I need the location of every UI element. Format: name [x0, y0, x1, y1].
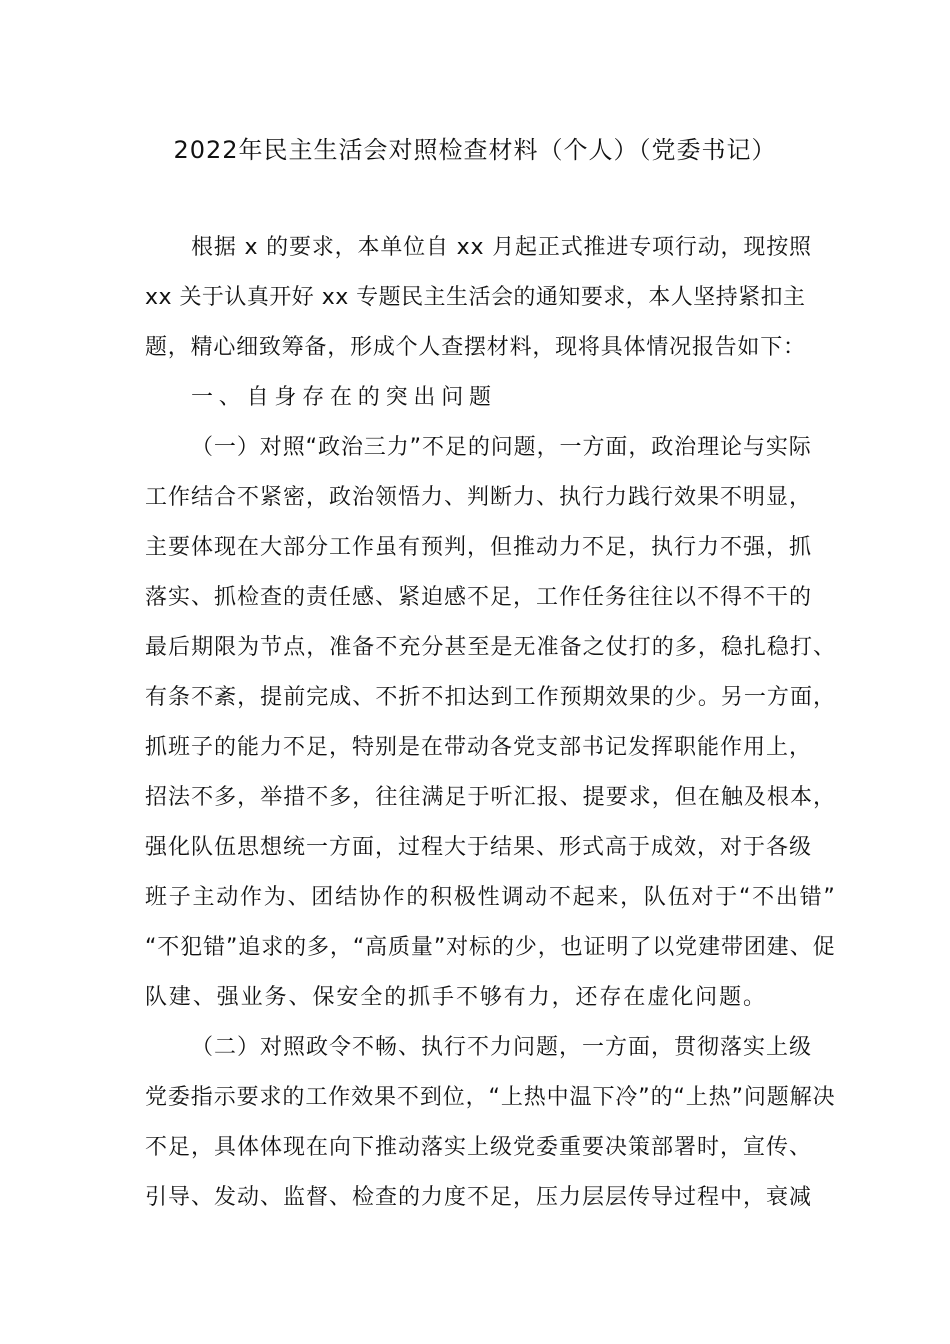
text-line: 引导、发动、监督、检查的力度不足，压力层层传导过程中，衰减	[145, 1185, 813, 1210]
text-line: 队建、强业务、保安全的抓手不够有力，还存在虚化问题。	[145, 985, 767, 1010]
text-line: 强化队伍思想统一方面，过程大于结果、形式高于成效，对于各级	[145, 835, 813, 860]
subsection-paragraph-start: （二）对照政令不畅、执行不力问题，一方面，贯彻落实上级	[191, 1035, 813, 1060]
text-line: 招法不多，举措不多，往往满足于听汇报、提要求，但在触及根本，	[145, 785, 837, 810]
text-line: 抓班子的能力不足，特别是在带动各党支部书记发挥职能作用上，	[145, 735, 813, 760]
section-heading: 一、自身存在的突出问题	[191, 385, 497, 410]
text-line: 不足，具体体现在向下推动落实上级党委重要决策部署时，宣传、	[145, 1135, 813, 1160]
text-line: 工作结合不紧密，政治领悟力、判断力、执行力践行效果不明显，	[145, 485, 813, 510]
text-line: 题，精心细致筹备，形成个人查摆材料，现将具体情况报告如下：	[145, 335, 806, 360]
text-line: 主要体现在大部分工作虽有预判，但推动力不足，执行力不强，抓	[145, 535, 813, 560]
document-title: 2022年民主生活会对照检查材料（个人）（党委书记）	[173, 136, 777, 164]
text-line: 党委指示要求的工作效果不到位，“上热中温下冷”的“上热”问题解决	[145, 1085, 836, 1110]
text-line: “不犯错”追求的多，“高质量”对标的少，也证明了以党建带团建、促	[145, 935, 836, 960]
subsection-paragraph-start: （一）对照“政治三力”不足的问题，一方面，政治理论与实际	[191, 435, 812, 460]
text-line: 班子主动作为、团结协作的积极性调动不起来，队伍对于“不出错”	[145, 885, 837, 910]
text-line: 根据 x 的要求，本单位自 xx 月起正式推进专项行动，现按照	[191, 235, 812, 260]
text-line: xx 关于认真开好 xx 专题民主生活会的通知要求，本人坚持紧扣主	[145, 285, 806, 310]
text-line: 落实、抓检查的责任感、紧迫感不足，工作任务往往以不得不干的	[145, 585, 813, 610]
text-line: 有条不紊，提前完成、不折不扣达到工作预期效果的少。另一方面，	[145, 685, 837, 710]
text-line: 最后期限为节点，准备不充分甚至是无准备之仗打的多，稳扎稳打、	[145, 635, 837, 660]
